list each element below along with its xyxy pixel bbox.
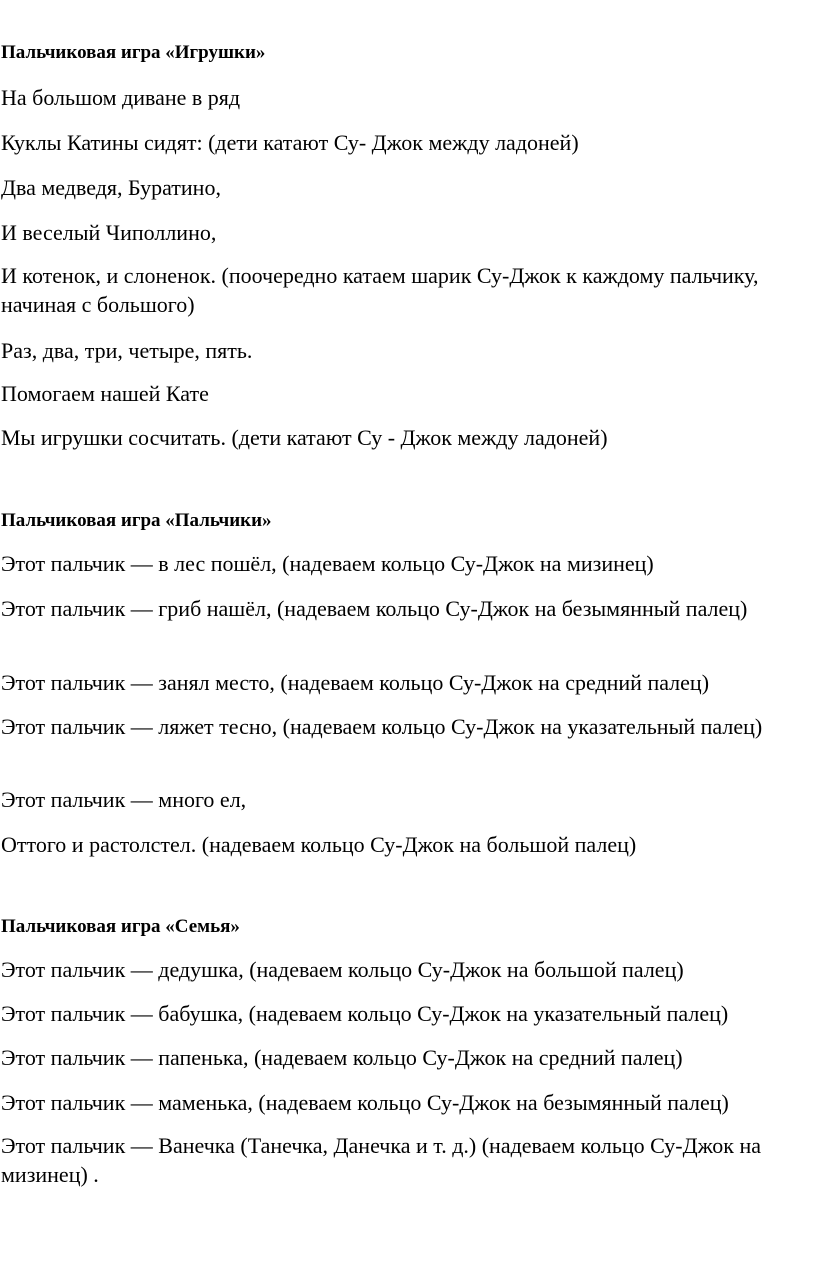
paragraph: Этот пальчик — в лес пошёл, (надеваем кольцо Су-Джок на мизинец) [1,551,654,576]
paragraph: Этот пальчик — дедушка, (надеваем кольцо Су-Джок на большой палец) [1,957,684,982]
paragraph: Этот пальчик — Ванечка (Танечка, Данечка и т. д.) (надеваем кольцо Су-Джок на мизинец) . [1,1133,762,1187]
paragraph: Этот пальчик — гриб нашёл, (надеваем кольцо Су-Джок на безымянный палец) [1,596,748,621]
section-title-toys: Пальчиковая игра «Игрушки» [1,42,266,63]
paragraph: Помогаем нашей Кате [1,381,209,406]
paragraph: И веселый Чиполлино, [1,220,217,245]
paragraph: Два медведя, Буратино, [1,175,221,200]
paragraph: На большом диване в ряд [1,85,241,110]
paragraph: Раз, два, три, четыре, пять. [1,338,253,363]
paragraph: Мы игрушки сосчитать. (дети катают Су - Джок между ладоней) [1,425,608,450]
section-title-family: Пальчиковая игра «Семья» [1,916,240,937]
paragraph: Этот пальчик — маменька, (надеваем кольцо Су-Джок на безымянный палец) [1,1090,729,1115]
paragraph: И котенок, и слоненок. (поочередно катаем шарик Су-Джок к каждому пальчику, начиная с большого) [1,263,759,317]
paragraph: Этот пальчик — много ел, [1,787,247,812]
paragraph: Этот пальчик — ляжет тесно, (надеваем кольцо Су-Джок на указательный палец) [1,714,763,739]
section-title-fingers: Пальчиковая игра «Пальчики» [1,510,272,531]
paragraph: Этот пальчик — папенька, (надеваем кольцо Су-Джок на средний палец) [1,1045,683,1070]
paragraph: Этот пальчик — бабушка, (надеваем кольцо Су-Джок на указательный палец) [1,1001,729,1026]
paragraph: Этот пальчик — занял место, (надеваем кольцо Су-Джок на средний палец) [1,670,710,695]
paragraph: Оттого и растолстел. (надеваем кольцо Су-Джок на большой палец) [1,832,637,857]
paragraph: Куклы Катины сидят: (дети катают Су- Джок между ладоней) [1,130,579,155]
